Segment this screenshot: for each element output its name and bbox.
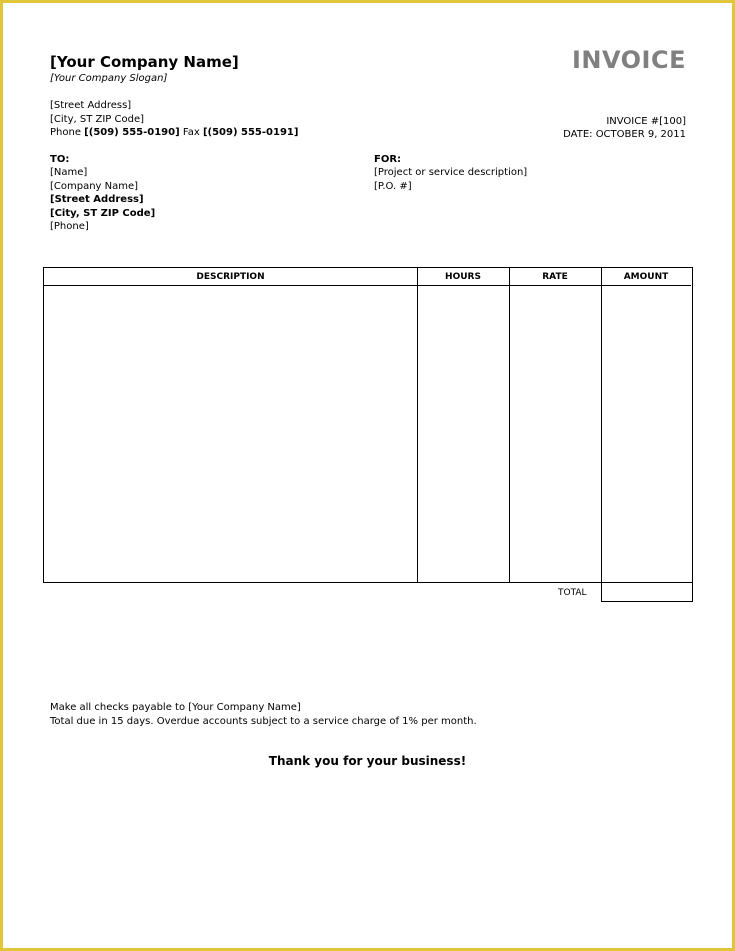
- bill-to-company: [Company Name]: [50, 181, 139, 192]
- column-divider: [417, 268, 418, 582]
- bill-to-phone: [Phone]: [50, 221, 89, 232]
- phone-value: [(509) 555-0190]: [84, 127, 180, 138]
- thank-you-message: Thank you for your business!: [268, 754, 467, 768]
- company-slogan: [Your Company Slogan]: [50, 73, 168, 84]
- terms-note: Total due in 15 days. Overdue accounts subject to a service charge of 1% per month.: [50, 716, 477, 727]
- sender-contact-line: [50, 127, 298, 138]
- column-header-rate: RATE: [509, 268, 601, 286]
- sender-city: [City, ST ZIP Code]: [50, 114, 145, 125]
- invoice-number: INVOICE #[100]: [606, 116, 686, 127]
- invoice-title: INVOICE: [571, 46, 686, 74]
- bill-to-name: [Name]: [50, 167, 88, 178]
- total-label: TOTAL: [558, 588, 587, 598]
- total-value-box: [601, 582, 693, 602]
- invoice-date: DATE: OCTOBER 9, 2011: [563, 129, 686, 140]
- for-label: FOR:: [374, 154, 402, 165]
- company-name: [Your Company Name]: [50, 53, 239, 71]
- bill-to-city: [City, ST ZIP Code]: [50, 208, 156, 219]
- bill-to-street: [Street Address]: [50, 194, 144, 205]
- sender-street: [Street Address]: [50, 100, 132, 111]
- column-divider: [509, 268, 510, 582]
- for-description: [Project or service description]: [374, 167, 528, 178]
- bill-to-label: TO:: [50, 154, 70, 165]
- for-po-number: [P.O. #]: [374, 181, 412, 192]
- column-header-amount: AMOUNT: [601, 268, 691, 286]
- line-items-table: [43, 267, 693, 583]
- column-header-description: DESCRIPTION: [44, 268, 417, 286]
- fax-value: [(509) 555-0191]: [202, 127, 299, 138]
- column-divider: [601, 268, 602, 582]
- column-header-hours: HOURS: [417, 268, 509, 286]
- fax-label: Fax: [182, 127, 200, 138]
- phone-label: Phone: [50, 127, 81, 138]
- payable-note: Make all checks payable to [Your Company Name]: [50, 702, 301, 713]
